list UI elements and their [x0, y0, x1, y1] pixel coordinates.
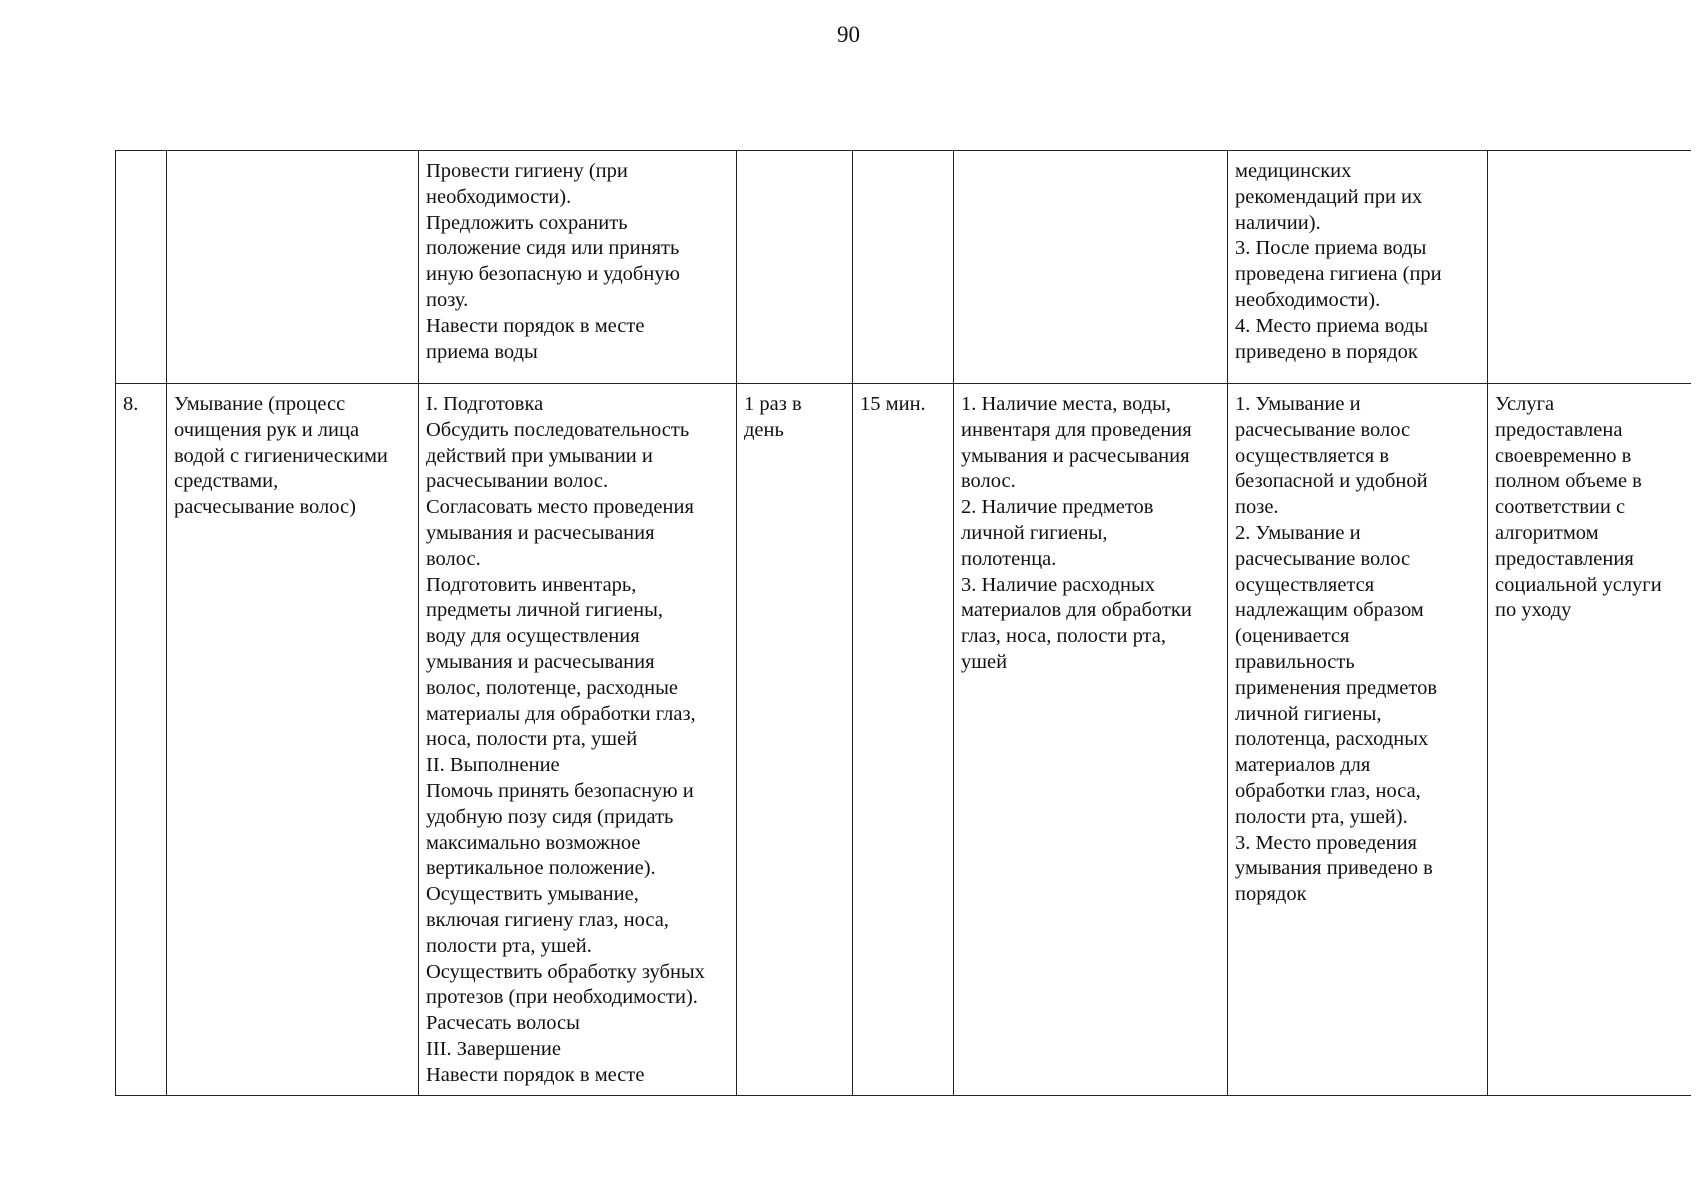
result-cell [1488, 151, 1691, 384]
quality-criteria-cell: медицинских рекомендаций при их наличии). 3. После приема воды проведена гигиена (при необходимости). 4. Место приема воды приведено в порядок [1228, 151, 1488, 384]
service-description-cell: Провести гигиену (при необходимости). Предложить сохранить положение сидя или принять иную безопасную и удобную позу. Навести порядок в месте приема воды [419, 151, 737, 384]
page-number: 90 [837, 22, 860, 47]
row-number-cell [116, 151, 167, 384]
table-row [116, 151, 1691, 384]
services-table [115, 150, 1691, 1096]
service-name-cell [167, 151, 419, 384]
conditions-cell [954, 151, 1228, 384]
duration-cell: 15 мин. [853, 384, 954, 1096]
conditions-cell: 1. Наличие места, воды, инвентаря для проведения умывания и расчесывания волос. 2. Наличие предметов личной гигиены, полотенца. 3. Наличие расходных материалов для обработки глаз, носа, полости рта, ушей [954, 384, 1228, 1096]
quality-criteria-cell: 1. Умывание и расчесывание волос осуществляется в безопасной и удобной позе. 2. Умывание и расчесывание волос осуществляется надлежащим образом (оценивается правильность применения предметов личной гигиены, полотенца, расходных материалов для обработки глаз, носа, полости рта, ушей). 3. Место проведения умывания приведено в порядок [1228, 384, 1488, 1096]
frequency-cell [737, 151, 853, 384]
table-row [116, 384, 1691, 1096]
duration-cell [853, 151, 954, 384]
service-description-cell: I. Подготовка Обсудить последовательность действий при умывании и расчесывании волос. Согласовать место проведения умывания и расчесывания волос. Подготовить инвентарь, предметы личной гигиены, воду для осуществления умывания и расчесывания волос, полотенце, расходные материалы для обработки глаз, носа, полости рта, ушей II. Выполнение Помочь принять безопасную и удобную позу сидя (придать максимально возможное вертикальное положение). Осуществить умывание, включая гигиену глаз, носа, полости рта, ушей. Осуществить обработку зубных протезов (при необходимости). Расчесать волосы III. Завершение Навести порядок в месте [419, 384, 737, 1096]
row-number-cell: 8. [116, 384, 167, 1096]
service-name-cell: Умывание (процесс очищения рук и лица водой с гигиеническими средствами, расчесывание волос) [167, 384, 419, 1096]
frequency-cell: 1 раз в день [737, 384, 853, 1096]
result-cell: Услуга предоставлена своевременно в полном объеме в соответствии с алгоритмом предоставления социальной услуги по уходу [1488, 384, 1691, 1096]
